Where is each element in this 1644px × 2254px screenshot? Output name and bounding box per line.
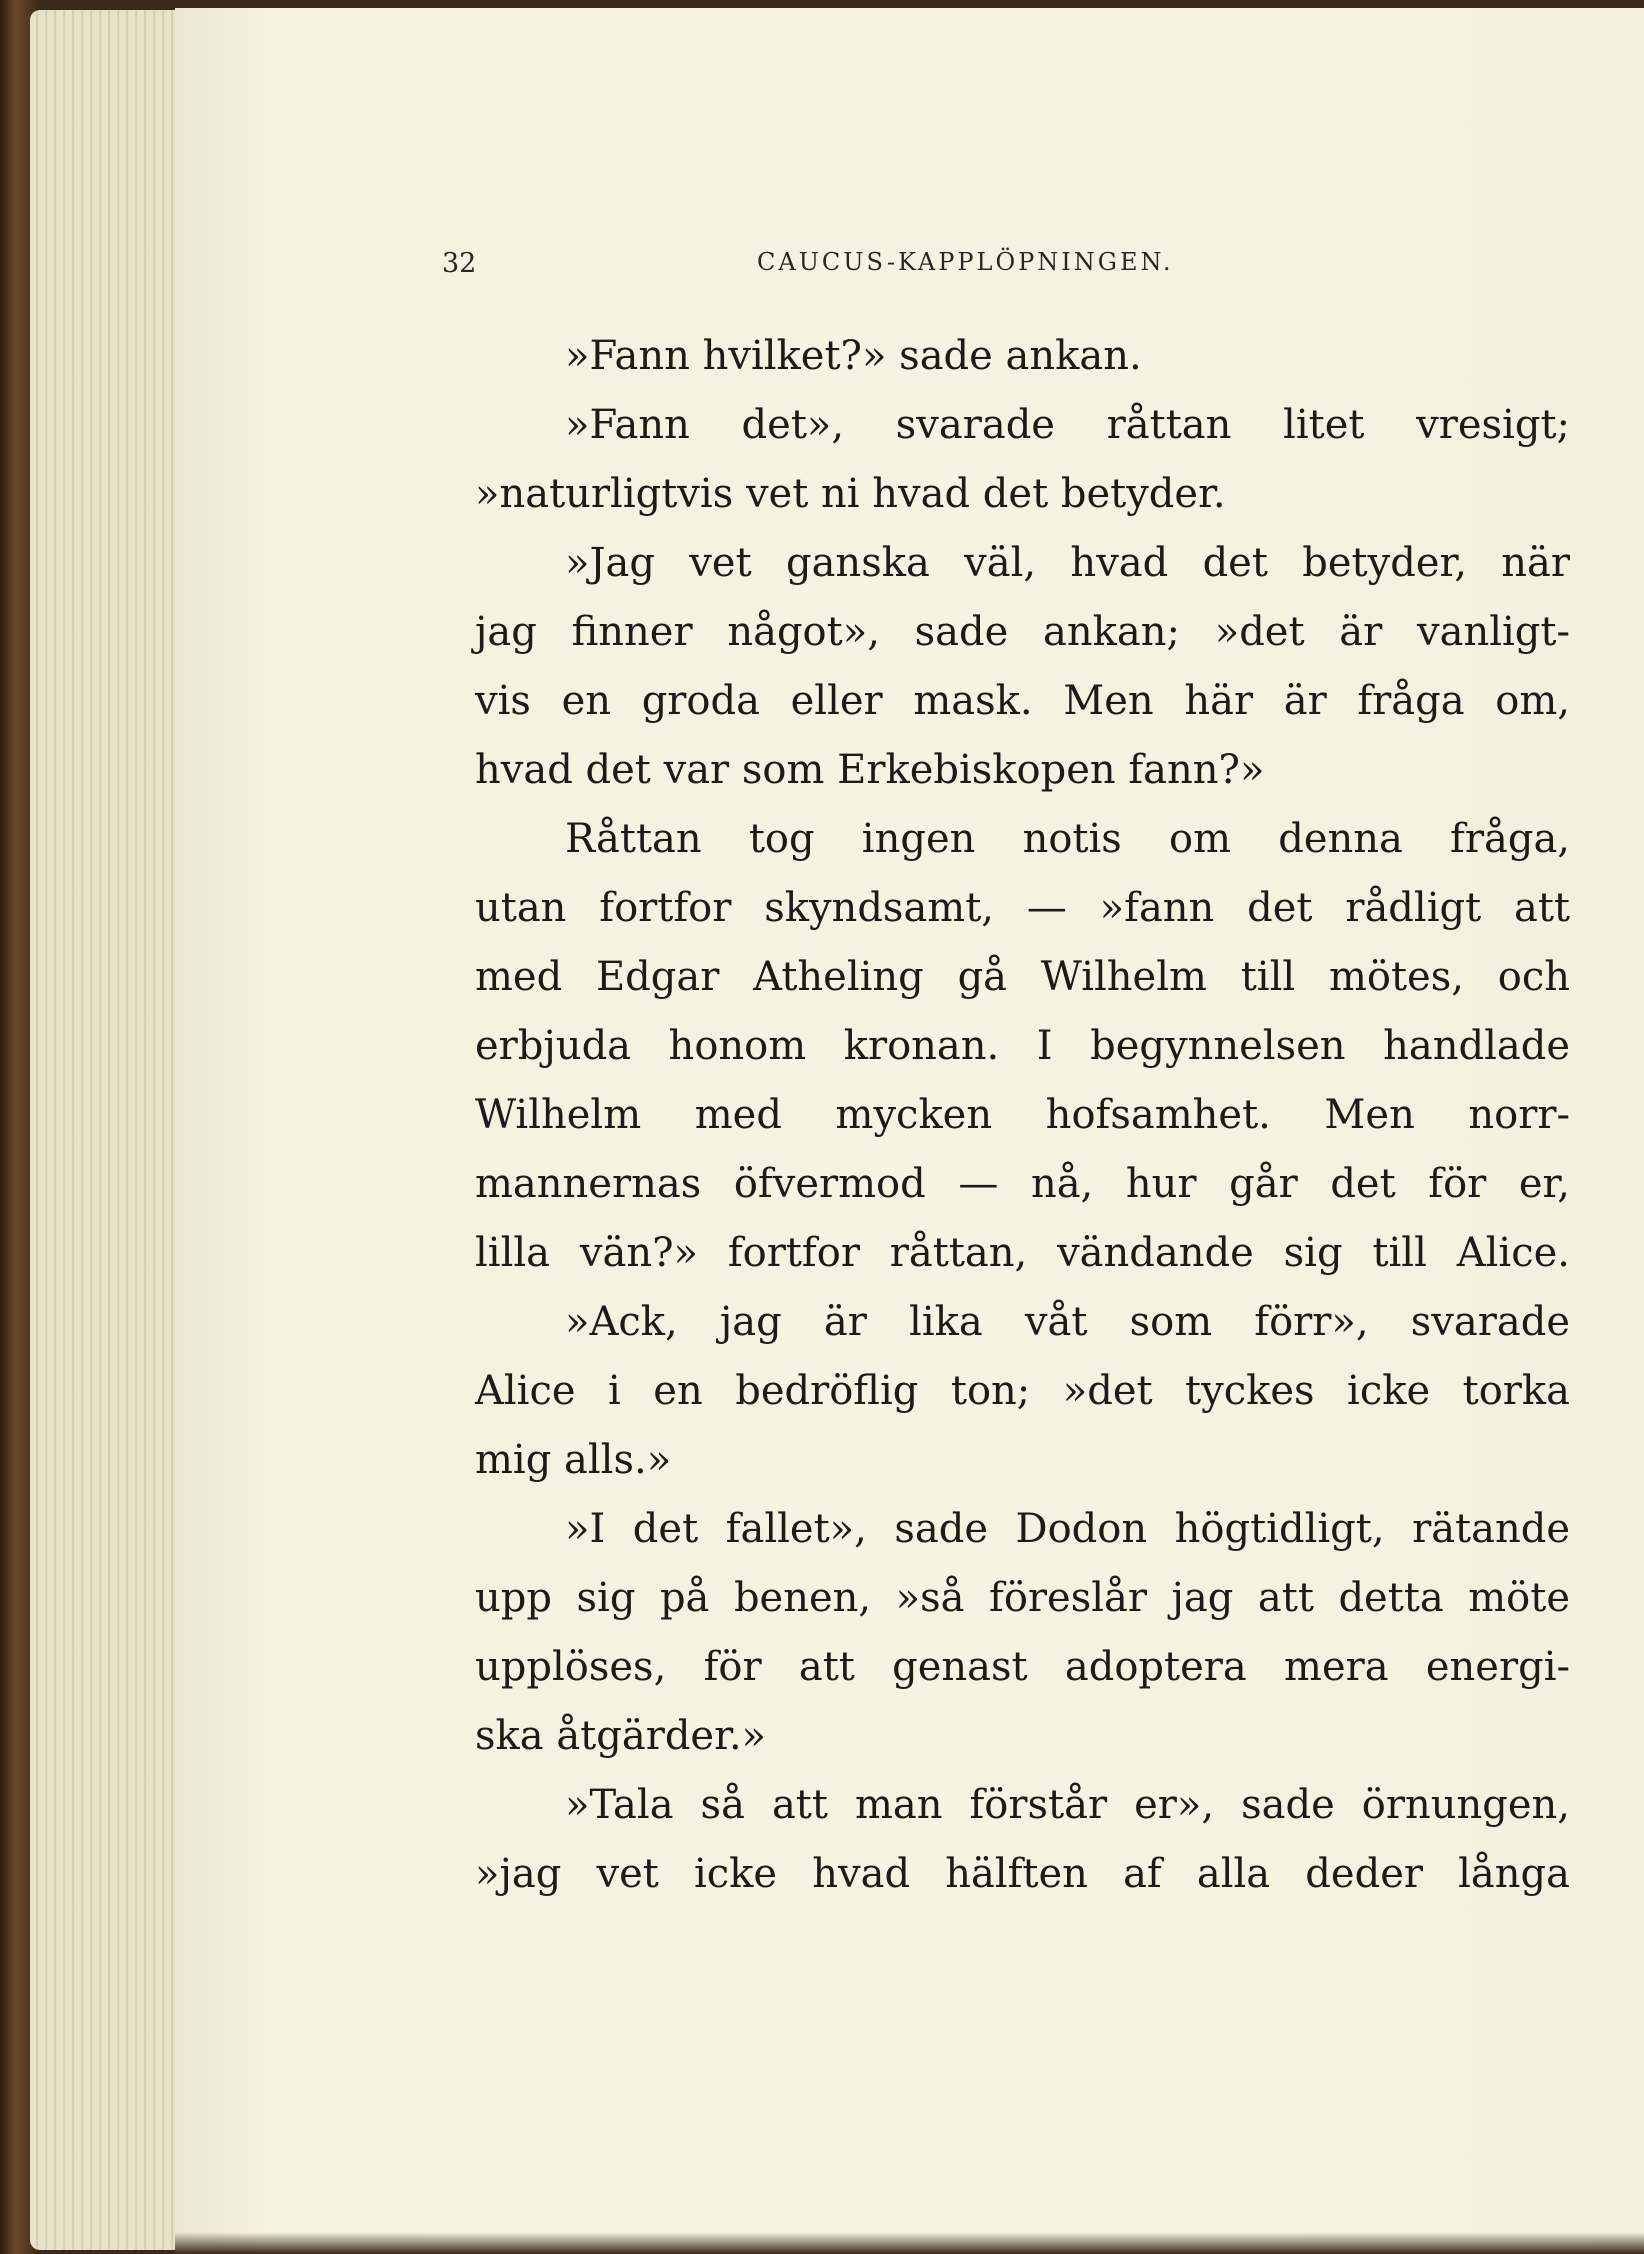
running-head [442, 248, 1562, 288]
text-line: »jag vet icke hvad hälften af alla deder långa [475, 1851, 1570, 1897]
text-line: Råttan tog ingen notis om denna fråga, [565, 816, 1570, 862]
text-line: hvad det var som Erkebiskopen fann?» [475, 747, 1265, 793]
text-line: mannernas öfvermod — nå, hur går det för er, [475, 1161, 1570, 1207]
chapter-title: CAUCUS-KAPPLÖPNINGEN. [757, 248, 1174, 276]
text-line: erbjuda honom kronan. I begynnelsen handlade [475, 1023, 1570, 1069]
text-line: »Tala så att man förstår er», sade örnungen, [565, 1782, 1570, 1828]
text-line: upplöses, för att genast adoptera mera energi- [475, 1644, 1570, 1690]
page-bottom-shadow [175, 2232, 1644, 2254]
text-line: Alice i en bedröflig ton; »det tyckes icke torka [475, 1368, 1570, 1414]
text-line: »Fann hvilket?» sade ankan. [565, 333, 1142, 379]
text-line: med Edgar Atheling gå Wilhelm till mötes, och [475, 954, 1570, 1000]
text-line: jag finner något», sade ankan; »det är vanligt- [475, 609, 1570, 655]
body-text [475, 322, 1570, 1909]
text-line: ska åtgärder.» [475, 1713, 767, 1759]
text-line: »I det fallet», sade Dodon högtidligt, rätande [565, 1506, 1570, 1552]
text-line: »naturligtvis vet ni hvad det betyder. [475, 471, 1226, 517]
text-line: »Fann det», svarade råttan litet vresigt; [565, 402, 1570, 448]
page-number: 32 [442, 248, 477, 279]
text-line: vis en groda eller mask. Men här är fråga om, [475, 678, 1570, 724]
text-line: lilla vän?» fortfor råttan, vändande sig till Alice. [475, 1230, 1570, 1276]
text-line: mig alls.» [475, 1437, 672, 1483]
text-line: »Ack, jag är lika våt som förr», svarade [565, 1299, 1570, 1345]
text-line: upp sig på benen, »så föreslår jag att detta möte [475, 1575, 1570, 1621]
text-line: »Jag vet ganska väl, hvad det betyder, när [565, 540, 1570, 586]
text-line: Wilhelm med mycken hofsamhet. Men norr- [475, 1092, 1570, 1138]
text-line: utan fortfor skyndsamt, — »fann det rådligt att [475, 885, 1570, 931]
